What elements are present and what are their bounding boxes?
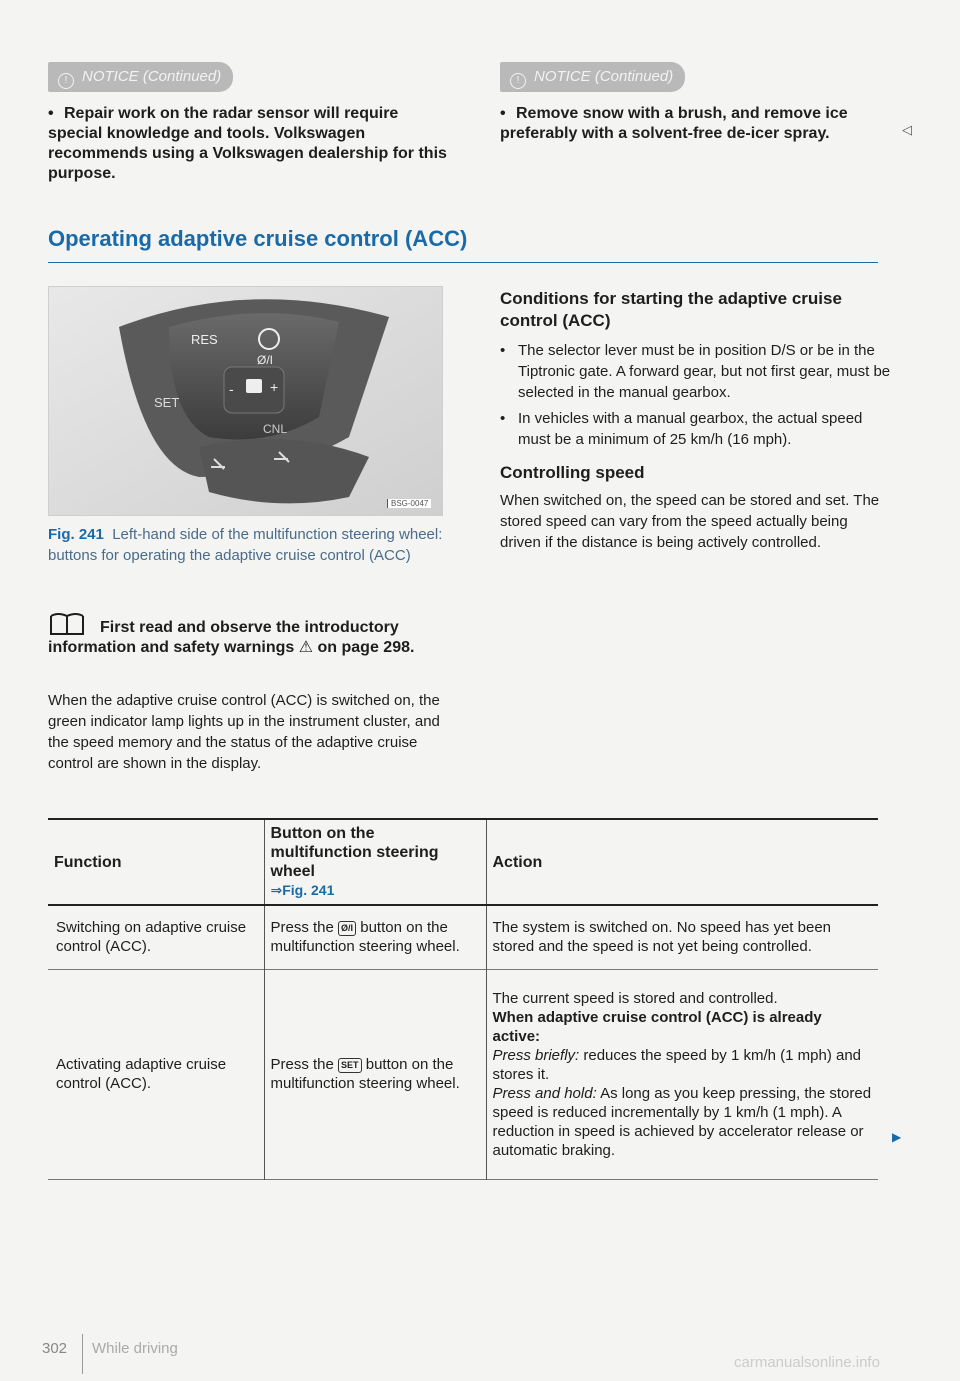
intro-note-text: First read and observe the introductory information and safety warnings bbox=[48, 619, 399, 656]
notice-tag-left bbox=[48, 62, 233, 92]
row1-action: The system is switched on. No speed has yet been stored and the speed is not yet being controlled. bbox=[492, 919, 832, 956]
notice-tag-label: NOTICE (Continued) bbox=[82, 68, 222, 85]
notice-icon: ! bbox=[58, 73, 74, 89]
set-label: SET bbox=[154, 395, 180, 410]
watermark: carmanualsonline.info bbox=[734, 1354, 880, 1371]
end-triangle-icon: ◁ bbox=[902, 122, 912, 137]
notice-tag-right bbox=[500, 62, 685, 92]
section-title: Operating adaptive cruise control (ACC) bbox=[48, 226, 468, 251]
page-number: 302 bbox=[42, 1340, 68, 1357]
notice-tag-label: NOTICE (Continued) bbox=[534, 68, 674, 85]
row2-action: The current speed is stored and controlled. When adaptive cruise control (ACC) is already active: Press briefly: reduces the speed by 1 km/h (1 mph) and stores it. Press and hold: As long as you keep pressing, the stored speed is reduced incrementally by 1 km/h (1 mph). A reduction in speed is achieved by accelerator release or automatic braking. bbox=[492, 989, 872, 1159]
fig-link[interactable]: ⇒Fig. 241 bbox=[270, 882, 335, 898]
header-button: Button on the multifunction steering wheel ⇒Fig. 241 bbox=[264, 820, 486, 905]
conditions-title: Conditions for starting the adaptive cruise control (ACC) bbox=[500, 289, 842, 330]
notice-icon: ! bbox=[510, 73, 526, 89]
controlling-text: When switched on, the speed can be stored and set. The stored speed can vary from the speed actually being driven if the distance is being actively controlled. bbox=[500, 492, 880, 551]
cnl-label: CNL bbox=[263, 422, 288, 436]
on-off-label: Ø/I bbox=[257, 353, 274, 367]
minus-label: - bbox=[229, 381, 234, 397]
notice-text-right: • Remove snow with a brush, and remove ice preferably with a solvent-free de-icer spray. bbox=[500, 104, 885, 144]
continue-arrow-icon: ▶ bbox=[892, 1130, 902, 1144]
section-rule bbox=[48, 262, 878, 263]
controlling-title: Controlling speed bbox=[500, 463, 645, 482]
acc-on-off-button-icon: Ø/I bbox=[338, 921, 356, 936]
plus-label: + bbox=[270, 379, 279, 395]
table-header-row bbox=[48, 820, 878, 905]
header-action: Action bbox=[492, 853, 543, 871]
figure-number: Fig. 241 bbox=[48, 526, 104, 543]
set-button-icon: SET bbox=[338, 1058, 362, 1073]
row1-button: Press the Ø/I button on the multifunction steering wheel. bbox=[264, 905, 486, 969]
acc-table bbox=[48, 820, 878, 1180]
book-icon bbox=[48, 612, 86, 636]
conditions-item-2: • In vehicles with a manual gearbox, the actual speed must be a minimum of 25 km/h (16 mph). bbox=[500, 408, 898, 450]
figure-caption bbox=[48, 524, 448, 566]
figure-caption-text: Left-hand side of the multifunction steering wheel: buttons for operating the adaptive cruise control (ACC) bbox=[48, 526, 443, 564]
table-row bbox=[48, 905, 878, 969]
footer-section: While driving bbox=[92, 1340, 178, 1357]
intro-text: When the adaptive cruise control (ACC) is switched on, the green indicator lamp lights up in the instrument cluster, and the speed memory and the status of the adaptive cruise control are shown in the display. bbox=[48, 692, 440, 772]
conditions-item-1: • The selector lever must be in position D/S or be in the Tiptronic gate. A forward gear, but not first gear, must be selected in the manual gearbox. bbox=[500, 340, 898, 403]
row1-function: Switching on adaptive cruise control (ACC). bbox=[56, 919, 247, 956]
warning-triangle-icon: ⚠ bbox=[298, 639, 314, 656]
footer-divider bbox=[82, 1334, 83, 1374]
table-row bbox=[48, 969, 878, 1179]
figure-code: BSG-0047 bbox=[387, 499, 431, 508]
notice-text-left: • Repair work on the radar sensor will require special knowledge and tools. Volkswagen recommends using a Volkswagen dealership for this purpose. bbox=[48, 104, 448, 184]
res-label: RES bbox=[191, 332, 218, 347]
figure-steering-wheel bbox=[48, 286, 443, 516]
intro-note bbox=[48, 612, 448, 658]
steering-wheel-illustration bbox=[49, 287, 442, 515]
row2-function: Activating adaptive cruise control (ACC). bbox=[56, 1056, 227, 1092]
header-function: Function bbox=[54, 853, 122, 871]
intro-note-page: on page 298. bbox=[317, 639, 415, 656]
row2-button: Press the SET button on the multifunction steering wheel. bbox=[264, 969, 486, 1179]
